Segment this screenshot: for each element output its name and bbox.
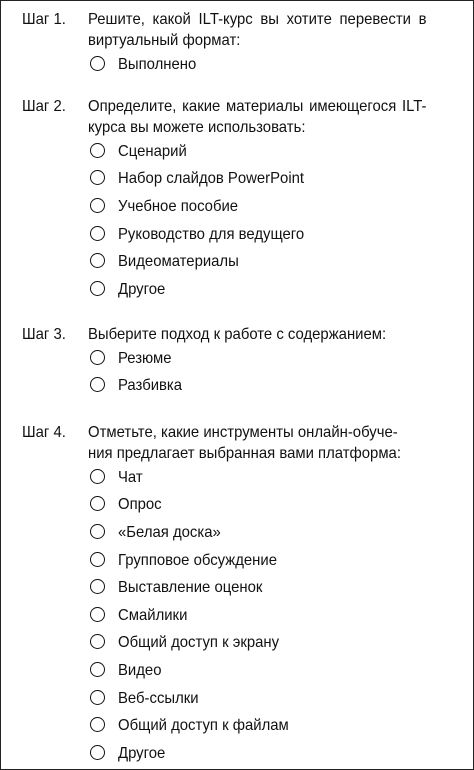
option-label: Выполнено xyxy=(118,55,197,73)
option-label: Групповое обсуждение xyxy=(118,551,277,569)
step-header xyxy=(22,422,452,464)
option-label: Чат xyxy=(118,468,143,486)
option-breakdown[interactable] xyxy=(22,373,452,401)
option-label: Веб-ссылки xyxy=(118,689,199,707)
step-header xyxy=(22,9,452,51)
step-1 xyxy=(22,9,452,79)
radio-circle-icon[interactable] xyxy=(90,607,105,622)
option-workbook[interactable] xyxy=(22,193,452,221)
step-3 xyxy=(22,324,452,400)
option-video[interactable] xyxy=(22,248,452,276)
option-label: «Белая доска» xyxy=(118,523,221,541)
option-poll[interactable] xyxy=(22,492,452,520)
option-group-discussion[interactable] xyxy=(22,547,452,575)
option-video-tool[interactable] xyxy=(22,657,452,685)
radio-circle-icon[interactable] xyxy=(90,634,105,649)
option-label: Другое xyxy=(118,744,166,762)
step-number: Шаг 1. xyxy=(22,11,66,28)
option-other[interactable] xyxy=(22,276,452,304)
step-4 xyxy=(22,422,452,768)
step-instruction: Выберите подход к работе с содержанием: xyxy=(88,326,387,343)
option-grading[interactable] xyxy=(22,574,452,602)
option-label: Резюме xyxy=(118,349,172,367)
step-number: Шаг 3. xyxy=(22,326,66,343)
radio-circle-icon[interactable] xyxy=(90,662,105,677)
radio-circle-icon[interactable] xyxy=(90,717,105,732)
step-header xyxy=(22,324,452,345)
step-header xyxy=(22,96,452,138)
radio-circle-icon[interactable] xyxy=(90,56,105,71)
instruction-line: Отметьте, какие инструменты онлайн-обуче- xyxy=(88,424,398,441)
option-label: Разбивка xyxy=(118,377,183,395)
radio-circle-icon[interactable] xyxy=(90,253,105,268)
option-file-sharing[interactable] xyxy=(22,712,452,740)
option-list xyxy=(22,345,452,400)
option-emoticons[interactable] xyxy=(22,602,452,630)
option-chat[interactable] xyxy=(22,464,452,492)
radio-circle-icon[interactable] xyxy=(90,170,105,185)
radio-circle-icon[interactable] xyxy=(90,469,105,484)
option-whiteboard[interactable] xyxy=(22,519,452,547)
option-powerpoint[interactable] xyxy=(22,166,452,194)
step-number: Шаг 4. xyxy=(22,424,66,441)
option-done[interactable] xyxy=(22,51,452,79)
option-summary[interactable] xyxy=(22,345,452,373)
option-script[interactable] xyxy=(22,138,452,166)
step-number: Шаг 2. xyxy=(22,98,66,115)
option-list xyxy=(22,138,452,304)
radio-circle-icon[interactable] xyxy=(90,226,105,241)
option-other-tool[interactable] xyxy=(22,740,452,768)
radio-circle-icon[interactable] xyxy=(90,745,105,760)
option-label: Набор слайдов PowerPoint xyxy=(118,170,305,188)
radio-circle-icon[interactable] xyxy=(90,496,105,511)
radio-circle-icon[interactable] xyxy=(90,143,105,158)
instruction-line: ния предлагает выбранная вами платформа: xyxy=(88,445,401,462)
radio-circle-icon[interactable] xyxy=(90,198,105,213)
option-list xyxy=(22,51,452,79)
option-label: Другое xyxy=(118,280,166,298)
step-instruction: Определите, какие материалы имеющегося ILT-курса вы можете использовать: xyxy=(88,98,427,136)
radio-circle-icon[interactable] xyxy=(90,524,105,539)
radio-circle-icon[interactable] xyxy=(90,350,105,365)
option-label: Сценарий xyxy=(118,142,187,160)
radio-circle-icon[interactable] xyxy=(90,552,105,567)
option-label: Видеоматериалы xyxy=(118,253,239,271)
option-label: Видео xyxy=(118,661,162,679)
option-web-links[interactable] xyxy=(22,685,452,713)
step-instruction xyxy=(88,422,427,464)
option-label: Общий доступ к экрану xyxy=(118,634,280,652)
radio-circle-icon[interactable] xyxy=(90,377,105,392)
option-screen-sharing[interactable] xyxy=(22,630,452,658)
option-list xyxy=(22,464,452,768)
step-2 xyxy=(22,96,452,304)
option-label: Смайлики xyxy=(118,606,188,624)
option-label: Общий доступ к файлам xyxy=(118,717,289,735)
option-label: Руководство для ведущего xyxy=(118,225,305,243)
option-label: Выставление оценок xyxy=(118,579,263,597)
option-facilitator-guide[interactable] xyxy=(22,221,452,249)
option-label: Опрос xyxy=(118,496,162,514)
step-instruction: Решите, какой ILT-курс вы хотите перевести в виртуальный формат: xyxy=(88,11,427,49)
radio-circle-icon[interactable] xyxy=(90,281,105,296)
radio-circle-icon[interactable] xyxy=(90,579,105,594)
radio-circle-icon[interactable] xyxy=(90,690,105,705)
option-label: Учебное пособие xyxy=(118,197,239,215)
